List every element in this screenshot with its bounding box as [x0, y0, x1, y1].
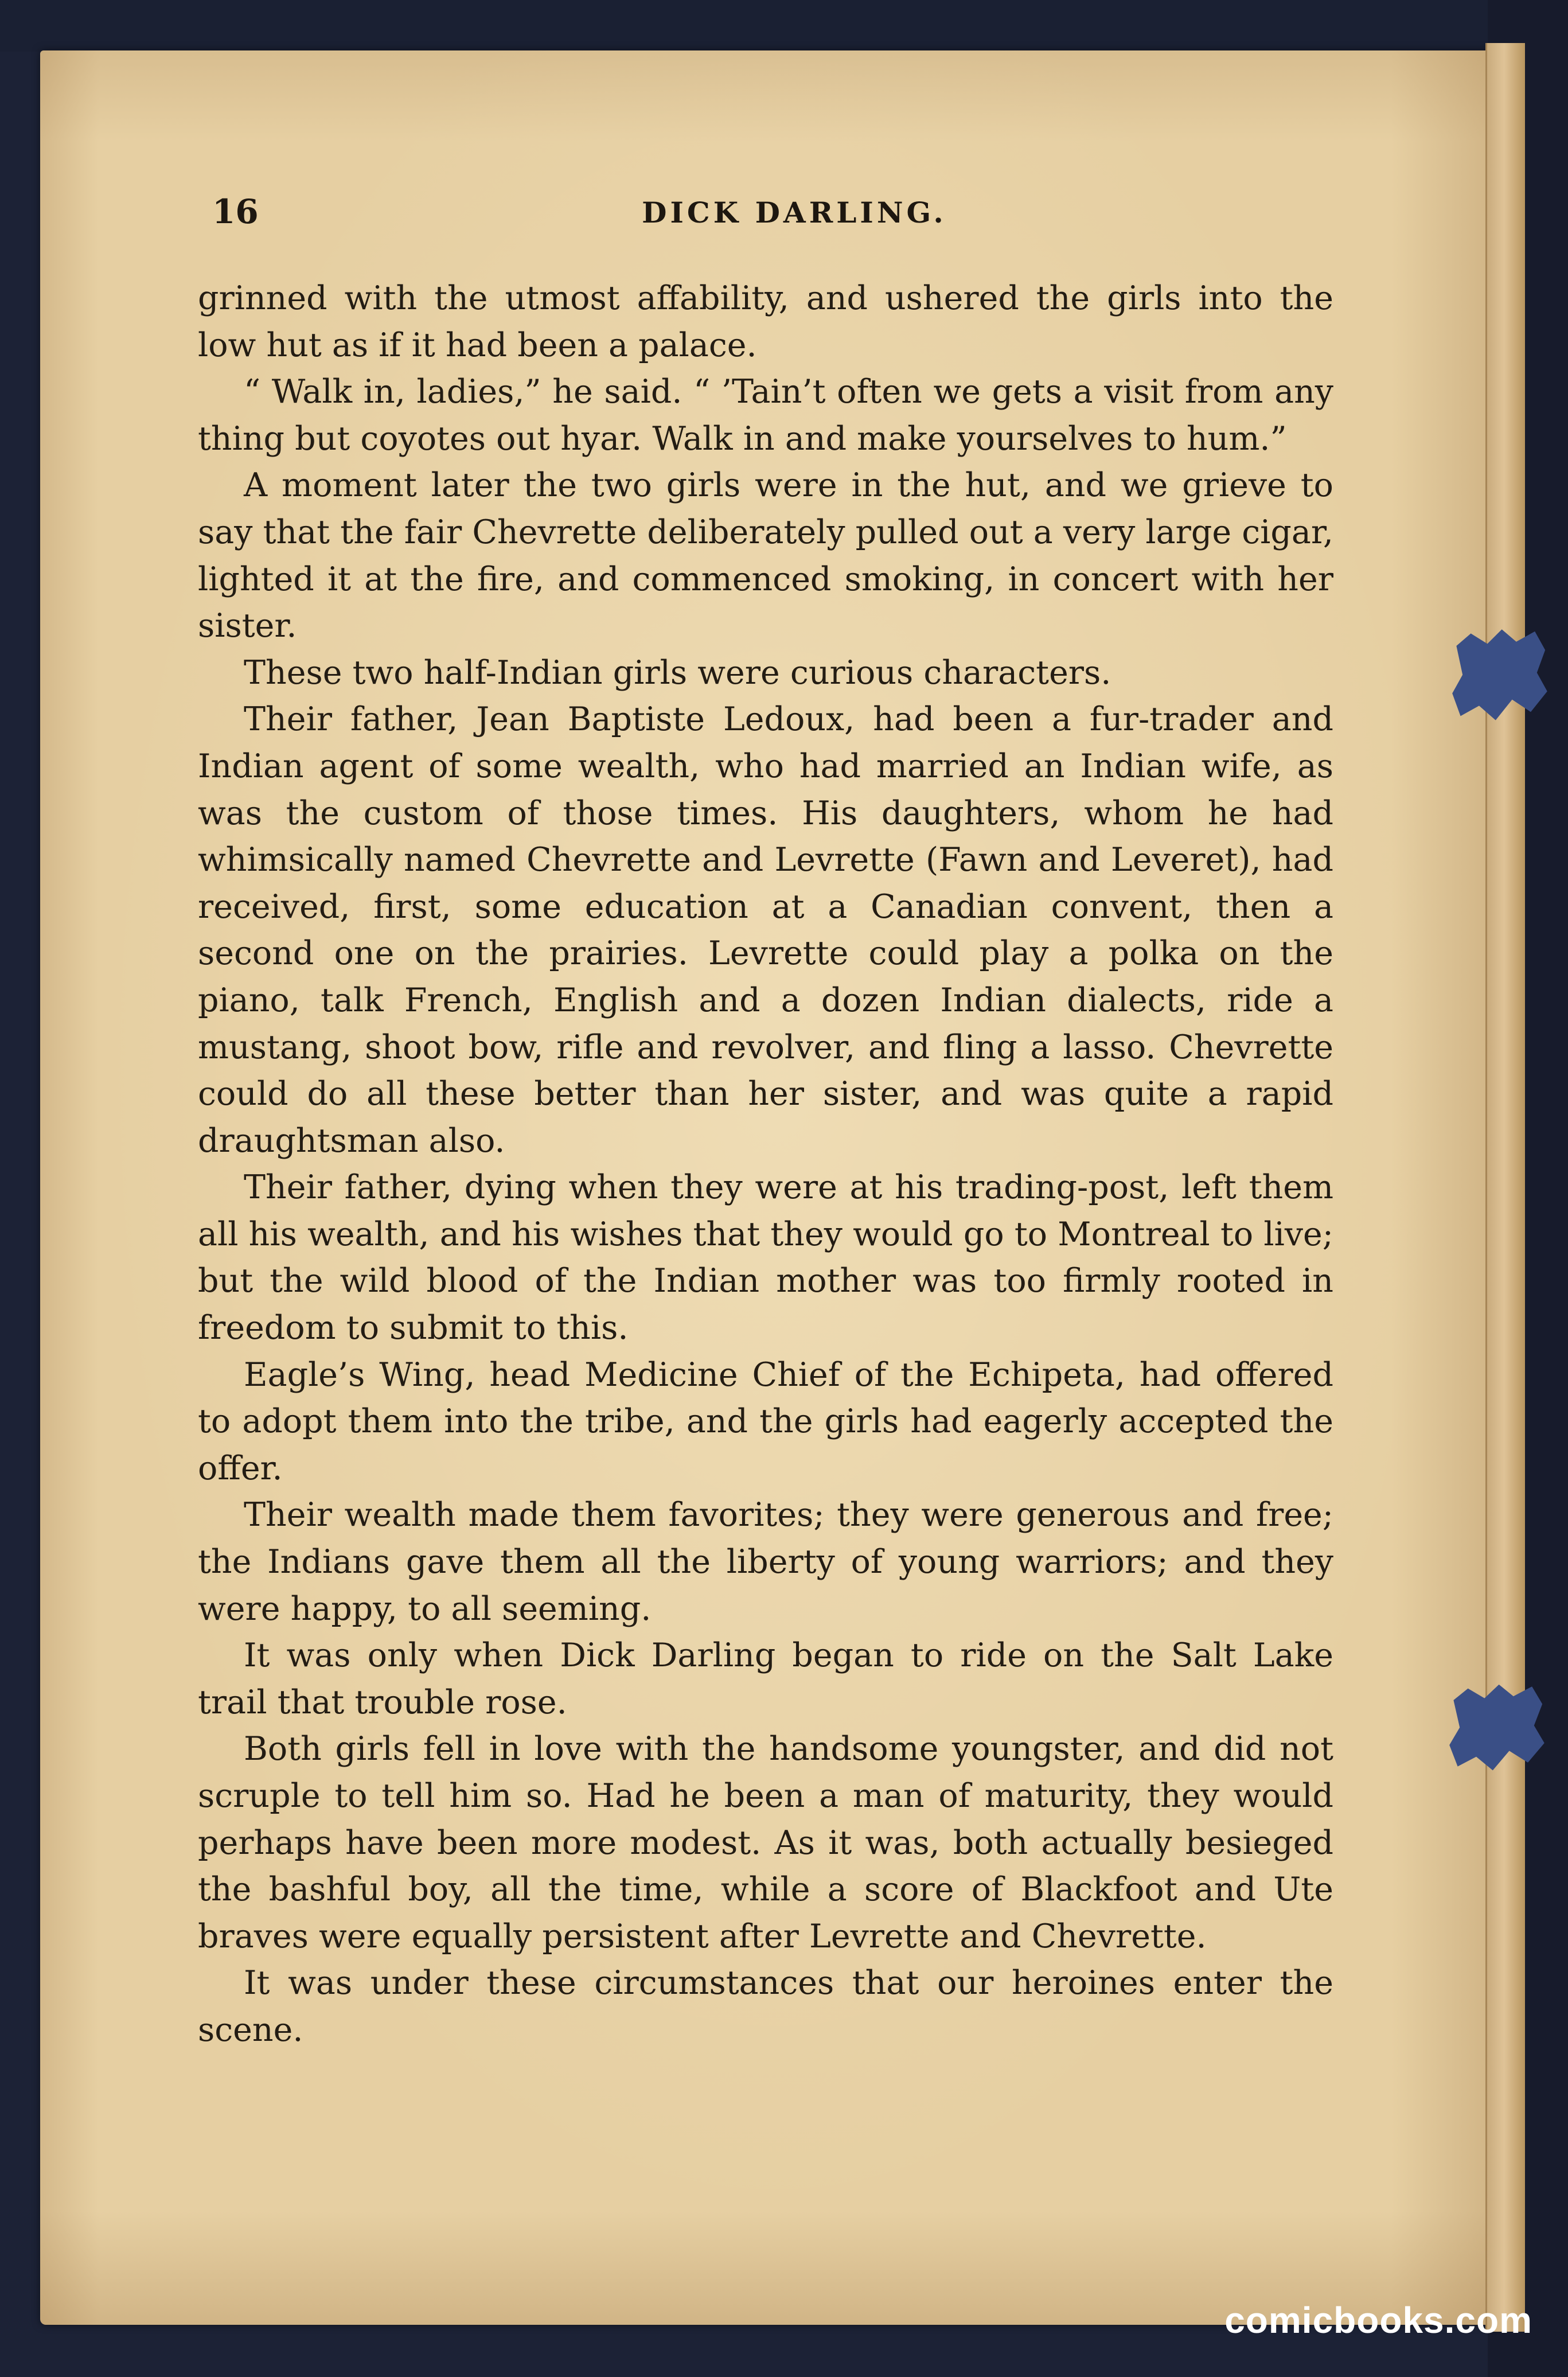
paragraph: A moment later the two girls were in the hut, and we grieve to say that the fair Chevrette deliberately pulled out a very large cigar, lighted it at the fire, and commenced smoking, in concert with her sister. [198, 466, 1333, 645]
body-text [198, 275, 1333, 2054]
page-number: 16 [212, 192, 259, 231]
site-watermark: comicbooks.com [1224, 2300, 1532, 2341]
paragraph: grinned with the utmost affability, and ushered the girls into the low hut as if it had been a palace. [198, 279, 1333, 364]
paragraph: Both girls fell in love with the handsome youngster, and did not scruple to tell him so. Had he been a man of maturity, they would perhaps have been more modest. As it was, both actually besieged the bashful boy, all the time, while a score of Blackfoot and Ute braves were equally persistent after Levrette and Chevrette. [198, 1730, 1333, 1955]
paragraph: Their father, dying when they were at his trading-post, left them all his wealth, and his wishes that they would go to Montreal to live; but the wild blood of the Indian mother was too firmly rooted in freedom to submit to this. [198, 1168, 1333, 1347]
paragraph: It was only when Dick Darling began to ride on the Salt Lake trail that trouble rose. [198, 1636, 1333, 1721]
book-spine [1485, 43, 1525, 2332]
paragraph: These two half-Indian girls were curious characters. [244, 653, 1111, 692]
page-header [212, 192, 1376, 238]
paragraph: Their father, Jean Baptiste Ledoux, had been a fur-trader and Indian agent of some wealth, who had married an Indian wife, as was the custom of those times. His daughters, whom he had whimsically named Chevrette and Levrette (Fawn and Leveret), had received, first, some education at a Canadian convent, then a second one on the prairies. Levrette could play a polka on the piano, talk French, English and a dozen Indian dialects, ride a mustang, shoot bow, rifle and revolver, and fling a lasso. Chevrette could do all these better than her sister, and was quite a rapid draughtsman also. [198, 700, 1333, 1160]
paragraph: Their wealth made them favorites; they were generous and free; the Indians gave them all the liberty of young warriors; and they were happy, to all seeming. [198, 1496, 1333, 1628]
running-title: DICK DARLING. [642, 196, 947, 229]
paragraph: Eagle’s Wing, head Medicine Chief of the Echipeta, had offered to adopt them into the tribe, and the girls had eagerly accepted the offer. [198, 1355, 1333, 1487]
paragraph: It was under these circumstances that our heroines enter the scene. [198, 1964, 1333, 2049]
paragraph: “ Walk in, ladies,” he said. “ ’Tain’t often we gets a visit from any thing but coyotes out hyar. Walk in and make yourselves to hum.” [198, 373, 1333, 458]
scan-background-top [0, 0, 1568, 52]
